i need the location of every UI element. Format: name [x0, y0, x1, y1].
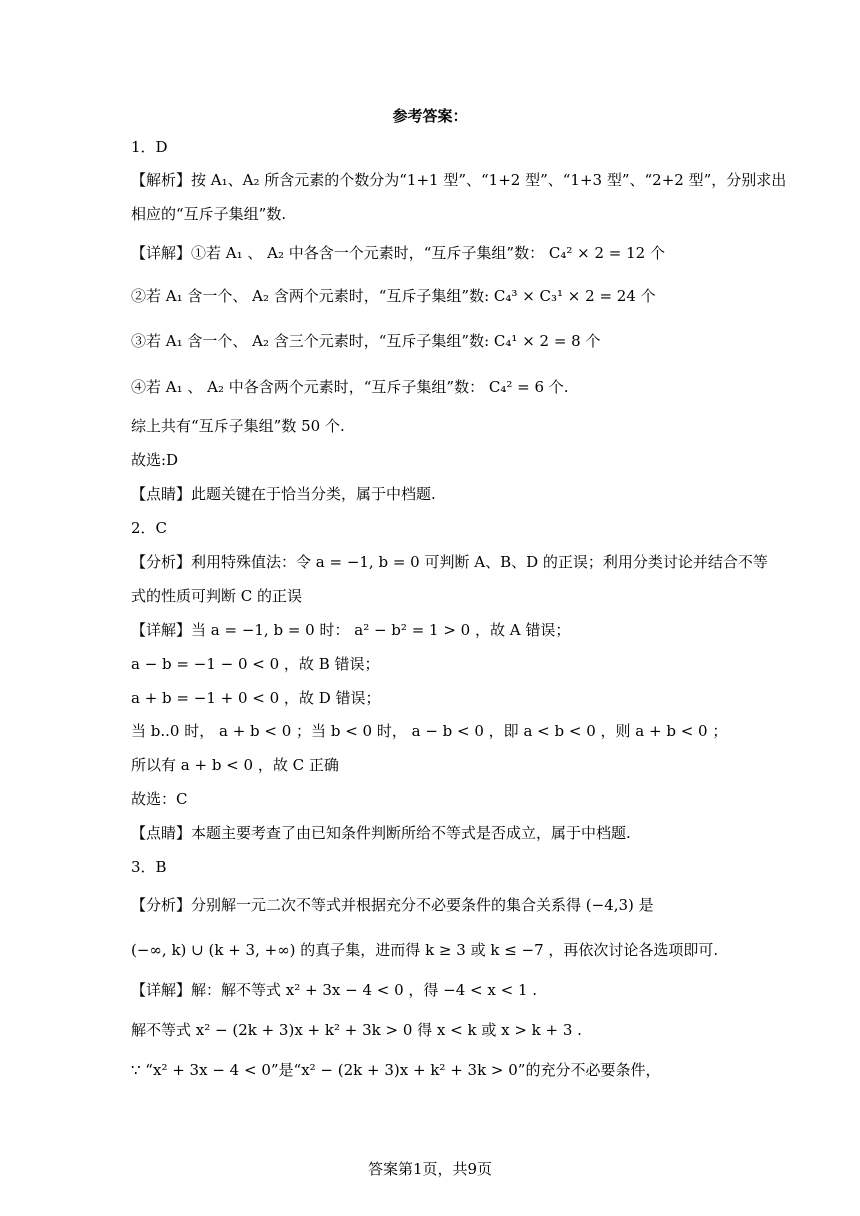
- answer-2-analysis: 【分析】利用特殊值法：令 a = −1, b = 0 可判断 A、B、D 的正误；利用分类讨论并结合不等: [131, 553, 768, 571]
- answer-3-detail-1: 【详解】解：解不等式 x² + 3x − 4 < 0 ，得 −4 < x < 1 .: [131, 981, 538, 999]
- answer-2-detail-3: a + b = −1 + 0 < 0 ，故 D 错误；: [131, 689, 381, 707]
- page-footer: 答案第1页，共9页: [367, 1160, 493, 1178]
- answer-1-summary: 综上共有“互斥子集组”数 50 个.: [131, 417, 345, 435]
- answer-2-comment: 【点睛】本题主要考查了由已知条件判断所给不等式是否成立，属于中档题.: [131, 824, 631, 842]
- answer-3-detail-2: 解不等式 x² − (2k + 3)x + k² + 3k > 0 得 x < k 或 x > k + 3 .: [131, 1021, 582, 1039]
- answer-3-detail-3: ∵ “x² + 3x − 4 < 0”是“x² − (2k + 3)x + k² + 3k > 0”的充分不必要条件，: [131, 1061, 661, 1079]
- answer-1-detail-1: 【详解】①若 A₁ 、 A₂ 中各含一个元素时，“互斥子集组”数： C₄² × 2 = 12 个: [131, 244, 665, 262]
- answer-3-analysis-cont: (−∞, k) ∪ (k + 3, +∞) 的真子集，进而得 k ≥ 3 或 k ≤ −7 ，再依次讨论各选项即可.: [131, 941, 719, 959]
- answer-1-detail-2: ②若 A₁ 含一个、 A₂ 含两个元素时，“互斥子集组”数: C₄³ × C₃¹ × 2 = 24 个: [131, 287, 656, 305]
- answer-1-detail-3: ③若 A₁ 含一个、 A₂ 含三个元素时，“互斥子集组”数: C₄¹ × 2 = 8 个: [131, 332, 601, 350]
- answer-2-detail-5: 所以有 a + b < 0 ，故 C 正确: [131, 756, 339, 774]
- answer-1-analysis-cont: 相应的“互斥子集组”数.: [131, 205, 287, 223]
- answer-2-choice: 故选：C: [131, 790, 188, 808]
- answer-2-detail-2: a − b = −1 − 0 < 0 ，故 B 错误；: [131, 655, 380, 673]
- answer-1-analysis: 【解析】按 A₁、A₂ 所含元素的个数分为“1+1 型”、“1+2 型”、“1+3 型”、“2+2 型”，分别求出: [131, 171, 787, 189]
- answer-2-analysis-cont: 式的性质可判断 C 的正误: [131, 587, 303, 605]
- answer-3-heading: 3．B: [131, 858, 167, 876]
- answer-1-comment: 【点睛】此题关键在于恰当分类，属于中档题.: [131, 485, 436, 503]
- answer-3-analysis: 【分析】分别解一元二次不等式并根据充分不必要条件的集合关系得 (−4,3) 是: [131, 896, 654, 914]
- answer-2-heading: 2．C: [131, 519, 168, 537]
- page-title: 参考答案：: [392, 107, 468, 125]
- answer-1-heading: 1．D: [131, 138, 168, 156]
- answer-1-detail-4: ④若 A₁ 、 A₂ 中各含两个元素时，“互斥子集组”数： C₄² = 6 个.: [131, 378, 569, 396]
- answer-2-detail-4: 当 b..0 时， a + b < 0 ；当 b < 0 时， a − b < 0 ，即 a < b < 0 ，则 a + b < 0 ；: [131, 722, 728, 740]
- answer-2-detail-1: 【详解】当 a = −1, b = 0 时： a² − b² = 1 > 0 ，故 A 错误；: [131, 621, 571, 639]
- answer-1-choice: 故选:D: [131, 451, 179, 469]
